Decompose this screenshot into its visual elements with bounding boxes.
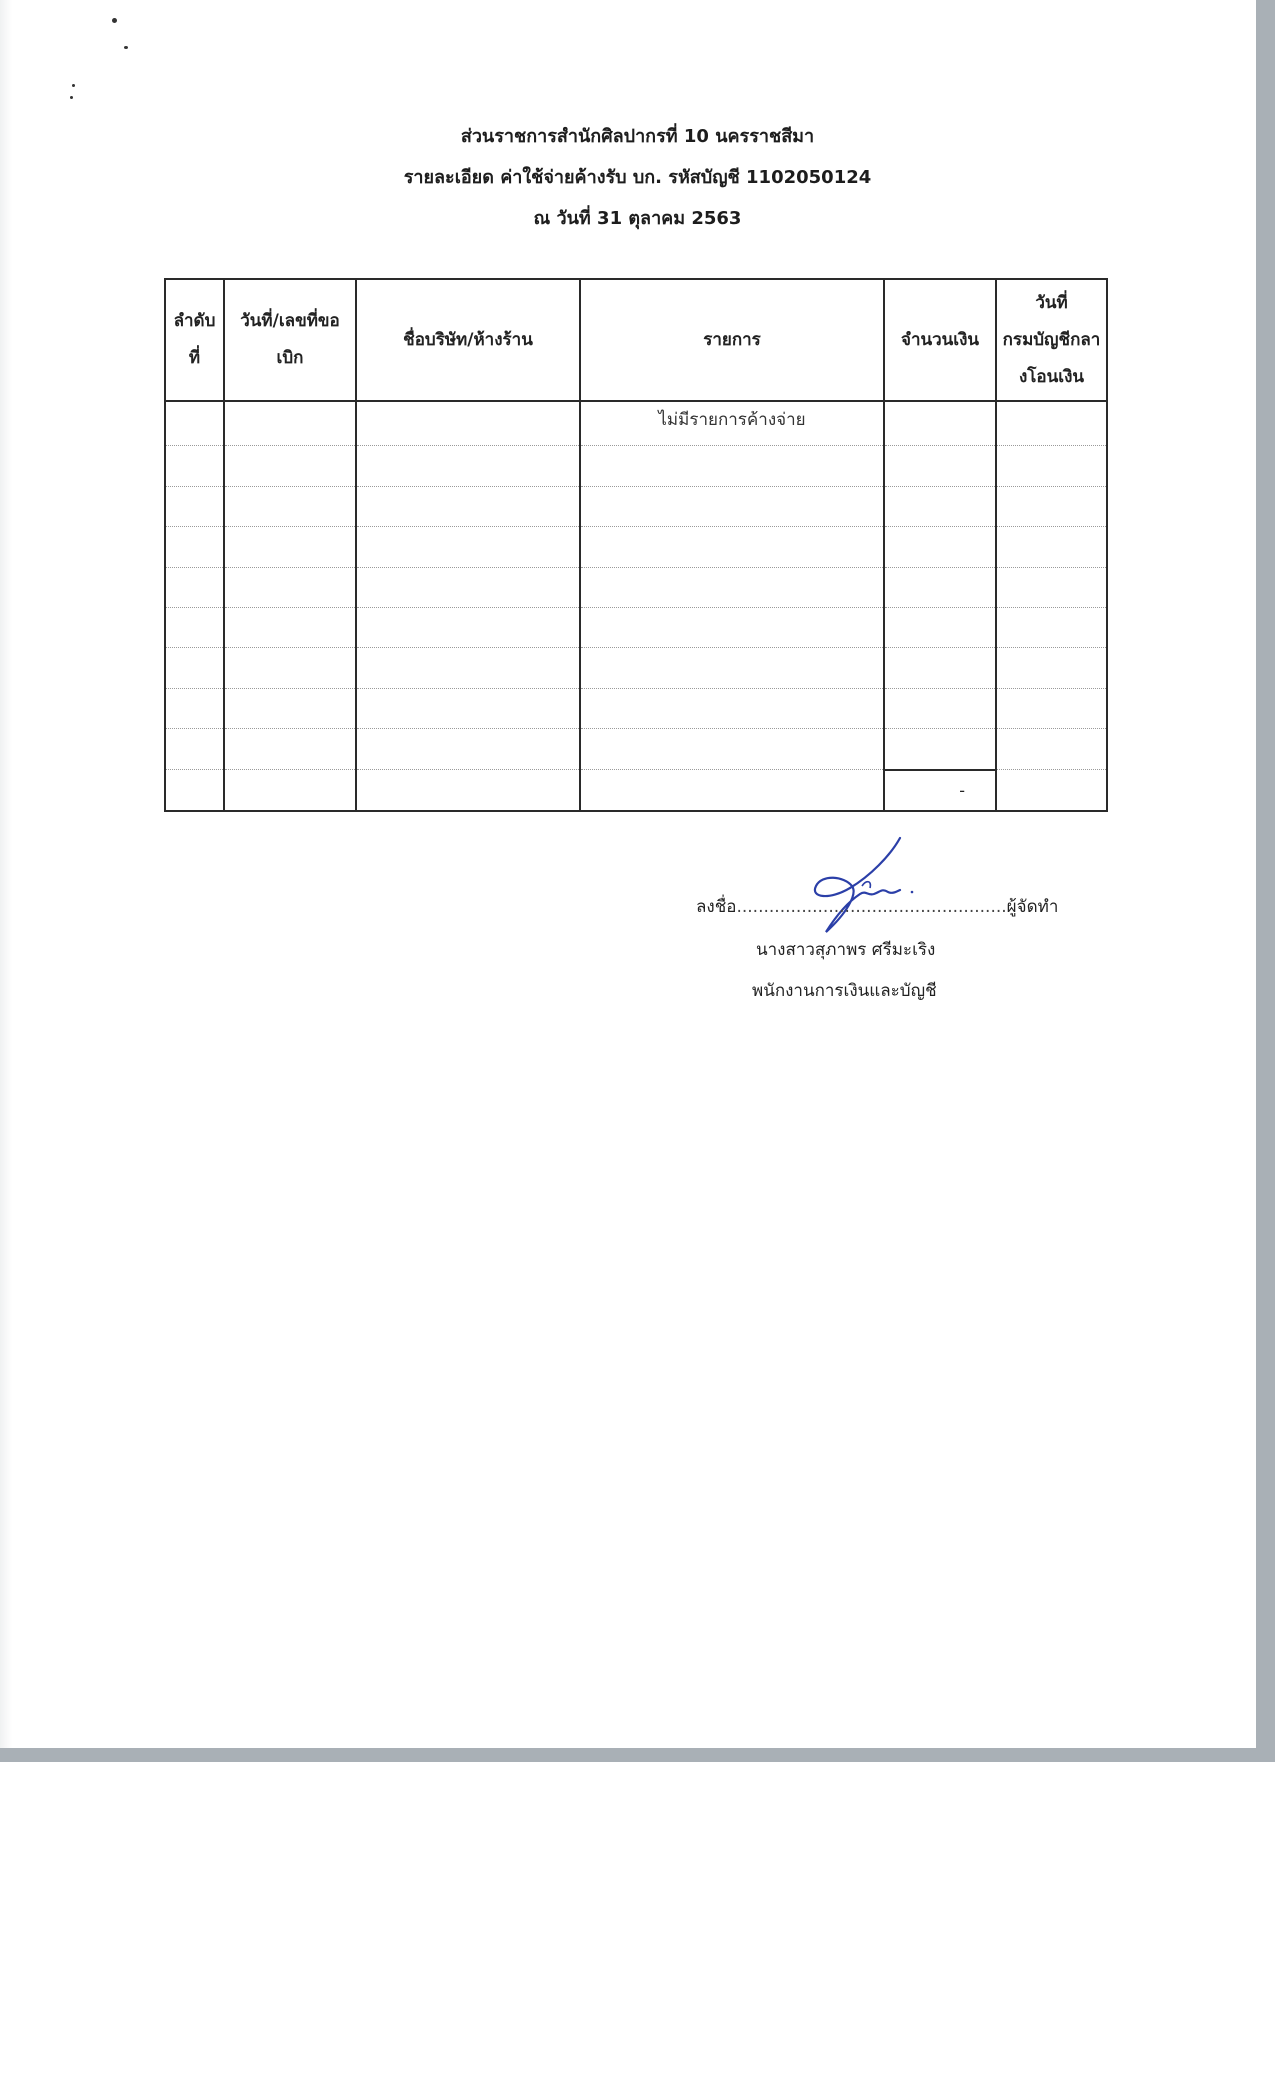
table-header-row <box>165 279 1107 401</box>
table-cell <box>356 607 580 647</box>
table-cell <box>356 401 580 446</box>
column-header-transfer-date-line2: กรมบัญชีกลา <box>1002 329 1101 350</box>
table-cell <box>224 486 356 526</box>
table-cell <box>356 446 580 486</box>
scan-speck <box>112 18 117 23</box>
table-cell <box>224 607 356 647</box>
column-header-vendor <box>356 279 580 401</box>
table-cell <box>165 770 224 811</box>
total-amount: - <box>884 770 996 811</box>
table-cell <box>165 729 224 770</box>
column-header-no-line2: ที่ <box>188 348 201 368</box>
table-cell <box>580 486 884 526</box>
scan-shadow-left <box>0 0 12 1748</box>
signer-name: นางสาวสุภาพร ศรีมะเริง <box>756 940 936 960</box>
table-cell <box>996 486 1107 526</box>
table-cell <box>996 401 1107 446</box>
table-cell <box>165 567 224 607</box>
table-cell <box>884 486 996 526</box>
column-header-transfer-date <box>996 279 1107 401</box>
table-row <box>165 446 1107 486</box>
column-header-date-ref-line2: เบิก <box>276 348 304 368</box>
no-items-note: ไม่มีรายการค้างจ่าย <box>580 401 884 446</box>
column-header-no <box>165 279 224 401</box>
table-cell <box>356 567 580 607</box>
table-row <box>165 527 1107 567</box>
table-cell <box>224 648 356 688</box>
sign-label: ลงชื่อ <box>696 897 737 917</box>
table-cell <box>224 446 356 486</box>
table-cell <box>996 729 1107 770</box>
table-cell <box>165 607 224 647</box>
signer-position: พนักงานการเงินและบัญชี <box>752 981 937 1001</box>
document-page <box>12 0 1256 1748</box>
header-date: ณ วันที่ 31 ตุลาคม 2563 <box>533 208 742 229</box>
table-cell <box>165 486 224 526</box>
column-header-item <box>580 279 884 401</box>
table-cell <box>356 486 580 526</box>
table-cell <box>996 770 1107 811</box>
scan-speck <box>72 84 75 87</box>
table-row <box>165 567 1107 607</box>
table-cell <box>884 527 996 567</box>
table-cell <box>884 401 996 446</box>
table-cell <box>996 567 1107 607</box>
table-cell <box>580 527 884 567</box>
table-cell <box>165 401 224 446</box>
table-cell <box>884 729 996 770</box>
table-cell <box>884 648 996 688</box>
scan-speck <box>124 46 128 49</box>
scan-speck <box>70 96 73 99</box>
table-cell <box>224 527 356 567</box>
table-cell <box>580 648 884 688</box>
table-cell <box>580 607 884 647</box>
table-cell <box>224 567 356 607</box>
column-header-transfer-date-line1: วันที่ <box>1035 292 1068 313</box>
scan-border-bottom <box>0 1748 1275 1762</box>
table-cell <box>884 567 996 607</box>
table-cell <box>996 688 1107 728</box>
table-row <box>165 729 1107 770</box>
header-description: รายละเอียด ค่าใช้จ่ายค้างรับ บก. รหัสบัญชี 1102050124 <box>403 167 872 188</box>
column-header-item-line1: รายการ <box>703 329 761 350</box>
table-cell <box>165 446 224 486</box>
table-row <box>165 607 1107 647</box>
table-row <box>165 688 1107 728</box>
table-cell <box>996 446 1107 486</box>
table-cell <box>224 729 356 770</box>
table-cell <box>356 648 580 688</box>
table-total-row <box>165 770 1107 811</box>
table-cell <box>884 688 996 728</box>
table-cell <box>165 648 224 688</box>
table-cell <box>165 688 224 728</box>
table-cell <box>884 446 996 486</box>
table-cell <box>580 729 884 770</box>
table-cell <box>996 648 1107 688</box>
column-header-amount-line1: จำนวนเงิน <box>900 329 980 350</box>
column-header-amount <box>884 279 996 401</box>
column-header-vendor-line1: ชื่อบริษัท/ห้างร้าน <box>403 329 533 350</box>
table-cell <box>580 567 884 607</box>
table-row <box>165 401 1107 446</box>
table-cell <box>224 688 356 728</box>
table-cell <box>224 401 356 446</box>
accrued-expense-table <box>164 278 1108 812</box>
table-row <box>165 648 1107 688</box>
scan-border-right <box>1256 0 1275 1762</box>
signature-dots: .................................................. <box>736 897 1007 917</box>
table-cell <box>165 527 224 567</box>
table-row <box>165 486 1107 526</box>
header-agency: ส่วนราชการสำนักศิลปากรที่ 10 นครราชสีมา <box>460 126 815 147</box>
table-cell <box>996 607 1107 647</box>
table-cell <box>356 770 580 811</box>
handwritten-signature <box>800 836 920 936</box>
table-cell <box>996 527 1107 567</box>
table-cell <box>580 446 884 486</box>
table-cell <box>356 729 580 770</box>
table-cell <box>580 770 884 811</box>
table-cell <box>224 770 356 811</box>
column-header-no-line1: ลำดับ <box>173 311 216 331</box>
table-cell <box>884 607 996 647</box>
column-header-date-ref-line1: วันที่/เลขที่ขอ <box>240 311 340 331</box>
column-header-date-ref <box>224 279 356 401</box>
table-cell <box>356 688 580 728</box>
sign-role: ผู้จัดทำ <box>1006 897 1059 917</box>
column-header-transfer-date-line3: งโอนเงิน <box>1019 366 1084 387</box>
table-cell <box>356 527 580 567</box>
signature-line <box>696 893 1058 920</box>
table-cell <box>580 688 884 728</box>
